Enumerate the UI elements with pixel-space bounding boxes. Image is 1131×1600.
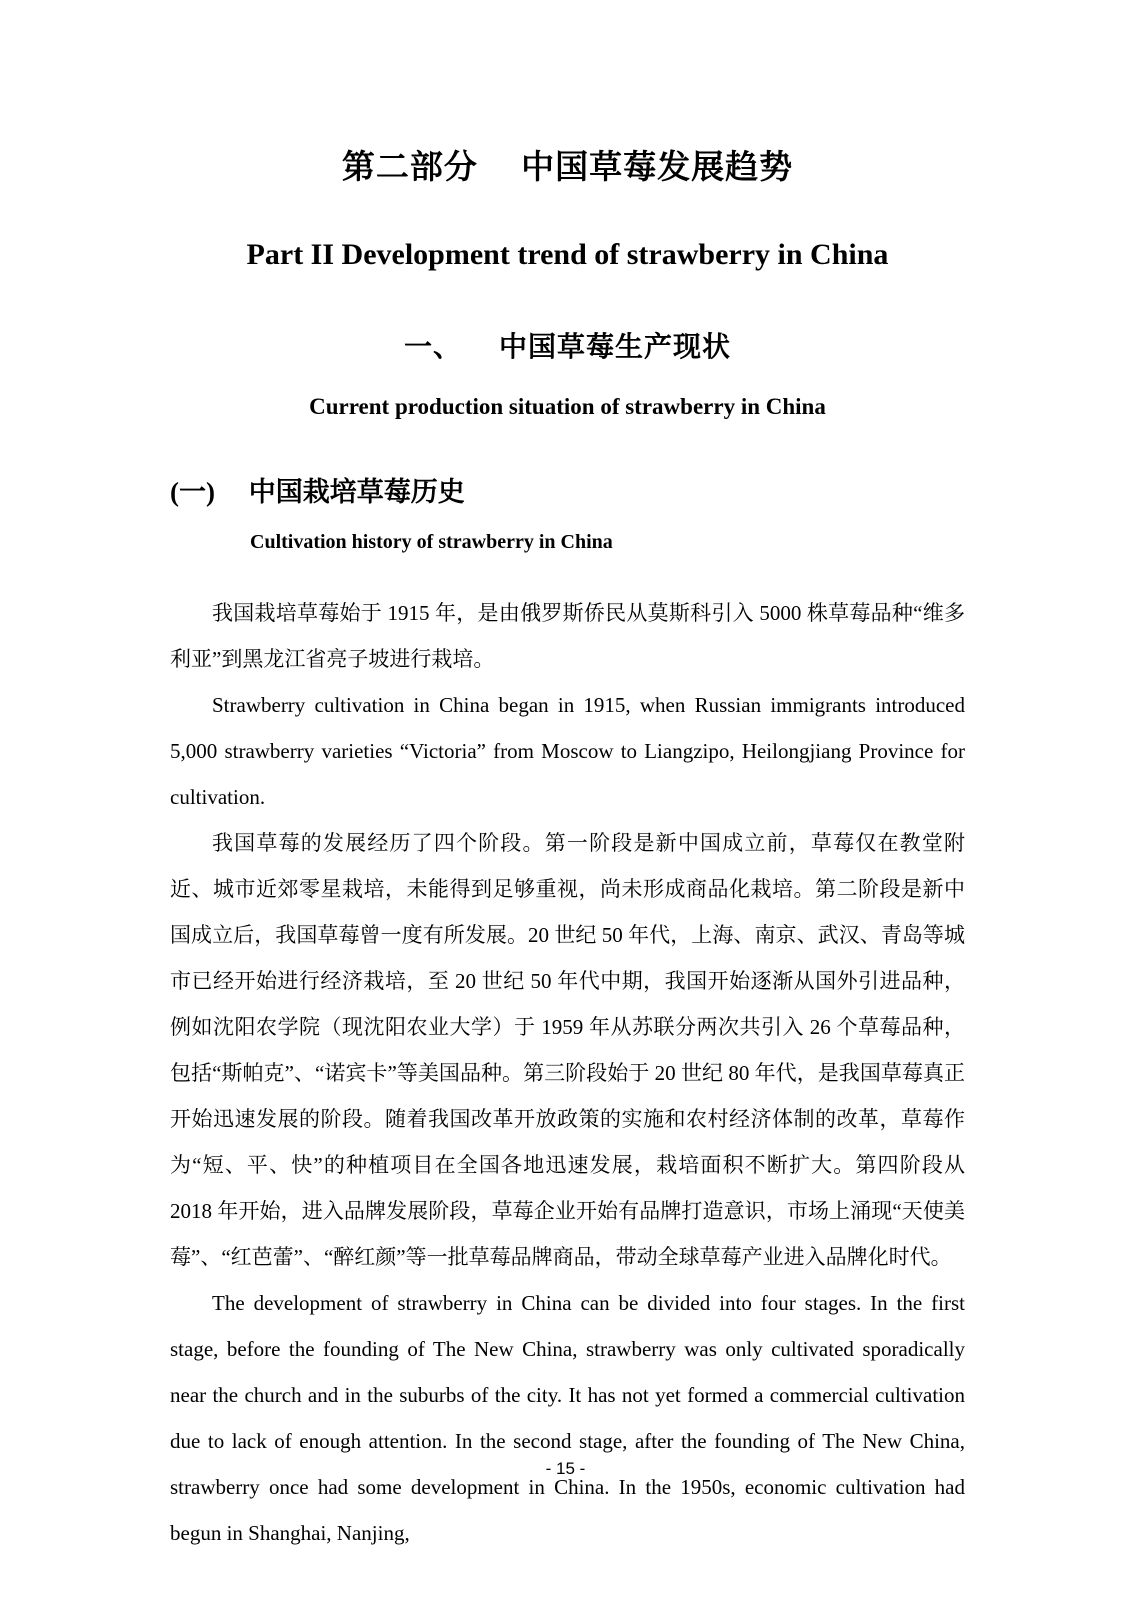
subsection-heading-en: Cultivation history of strawberry in China: [250, 531, 613, 553]
body-text: [170, 590, 965, 1556]
section-heading-zh: 一、 中国草莓生产现状: [403, 332, 731, 363]
paragraph-zh-2: 我国草莓的发展经历了四个阶段。第一阶段是新中国成立前，草莓仅在教堂附近、城市近郊零星栽培，未能得到足够重视，尚未形成商品化栽培。第二阶段是新中国成立后，我国草莓曾一度有所发展。20 世纪 50 年代，上海、南京、武汉、青岛等城市已经开始进行经济栽培，至 20 世纪 50 年代中期，我国开始逐渐从国外引进品种，例如沈阳农学院（现沈阳农业大学）于 1959 年从苏联分两次共引入 26 个草莓品种，包括“斯帕克”、“诺宾卡”等美国品种。第三阶段始于 20 世纪 80 年代，是我国草莓真正开始迅速发展的阶段。随着我国改革开放政策的实施和农村经济体制的改革，草莓作为“短、平、快”的种植项目在全国各地迅速发展，栽培面积不断扩大。第四阶段从 2018 年开始，进入品牌发展阶段，草莓企业开始有品牌打造意识，市场上涌现“天使美莓”、“红芭蕾”、“醉红颜”等一批草莓品牌商品，带动全球草莓产业进入品牌化时代。: [170, 831, 965, 1269]
part-title-en: Part II Development trend of strawberry in China: [246, 238, 889, 271]
paragraph-zh-1: 我国栽培草莓始于 1915 年，是由俄罗斯侨民从莫斯科引入 5000 株草莓品种“维多利亚”到黑龙江省亮子坡进行栽培。: [170, 601, 965, 671]
paragraph-en-1: Strawberry cultivation in China began in 1915, when Russian immigrants introduced 5,000 strawberry varieties “Victoria” from Moscow to Liangzipo, Heilongjiang Province for cultivation.: [170, 693, 965, 809]
subsection-heading-zh: (一) 中国栽培草莓历史: [170, 477, 465, 507]
part-title-zh: 第二部分 中国草莓发展趋势: [341, 150, 794, 186]
section-heading-en: Current production situation of strawberry in China: [309, 394, 826, 419]
page-number: - 15 -: [545, 1459, 586, 1478]
paragraph-en-2: The development of strawberry in China can be divided into four stages. In the first stage, before the founding of The New China, strawberry was only cultivated sporadically near the church and in the suburbs of the city. It has not yet formed a commercial cultivation due to lack of enough attention. In the second stage, after the founding of The New China, strawberry once had some development in China. In the 1950s, economic cultivation had begun in Shanghai, Nanjing,: [170, 1291, 965, 1545]
